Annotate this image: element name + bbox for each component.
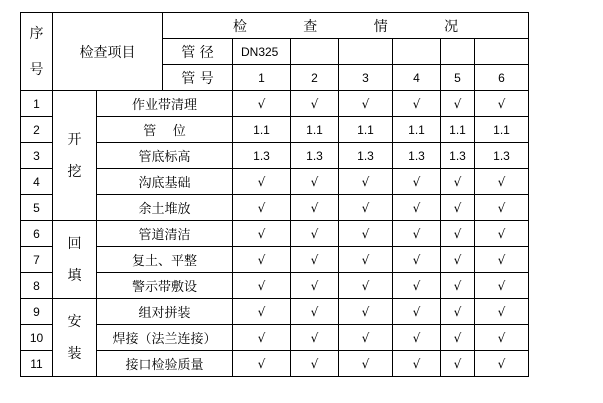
check-mark: √	[339, 169, 393, 195]
table-row	[21, 325, 529, 351]
check-mark: √	[339, 325, 393, 351]
check-mark: √	[393, 221, 441, 247]
table-body	[21, 91, 529, 377]
measure-value: 1.3	[291, 143, 339, 169]
check-mark: √	[291, 91, 339, 117]
item-header: 检查项目	[53, 13, 163, 91]
group-char: 回	[67, 235, 82, 252]
inspection-header: 检 查 情 况	[163, 13, 529, 39]
check-item: 余土堆放	[97, 195, 233, 221]
check-mark: √	[291, 195, 339, 221]
check-mark: √	[475, 195, 529, 221]
row-number: 9	[21, 299, 53, 325]
group-label	[53, 299, 97, 377]
check-mark: √	[475, 221, 529, 247]
check-mark: √	[233, 221, 291, 247]
check-mark: √	[475, 325, 529, 351]
check-mark: √	[475, 299, 529, 325]
row-number: 4	[21, 169, 53, 195]
measure-value: 1.1	[233, 117, 291, 143]
measure-value: 1.3	[393, 143, 441, 169]
measure-value: 1.3	[475, 143, 529, 169]
check-mark: √	[475, 91, 529, 117]
check-mark: √	[393, 169, 441, 195]
check-item: 组对拼装	[97, 299, 233, 325]
pipe-no: 1	[233, 65, 291, 91]
check-mark: √	[233, 169, 291, 195]
table-row	[21, 195, 529, 221]
pipe-diameter-empty	[441, 39, 475, 65]
check-mark: √	[475, 169, 529, 195]
check-mark: √	[233, 91, 291, 117]
check-item: 复土、平整	[97, 247, 233, 273]
check-mark: √	[291, 273, 339, 299]
check-mark: √	[441, 273, 475, 299]
row-number: 7	[21, 247, 53, 273]
pipe-no: 5	[441, 65, 475, 91]
measure-value: 1.3	[233, 143, 291, 169]
table-row	[21, 91, 529, 117]
pipe-no-label: 管 号	[163, 65, 233, 91]
check-mark: √	[441, 221, 475, 247]
check-mark: √	[339, 221, 393, 247]
row-number: 5	[21, 195, 53, 221]
header-row-1	[21, 13, 529, 39]
pipe-diameter-empty	[339, 39, 393, 65]
group-char: 挖	[67, 163, 82, 180]
row-number: 10	[21, 325, 53, 351]
pipe-no: 2	[291, 65, 339, 91]
pipe-diameter-label: 管 径	[163, 39, 233, 65]
table-row	[21, 221, 529, 247]
check-mark: √	[441, 351, 475, 377]
group-char: 安	[67, 313, 82, 330]
row-number: 2	[21, 117, 53, 143]
check-mark: √	[393, 273, 441, 299]
check-item: 作业带清理	[97, 91, 233, 117]
check-mark: √	[233, 299, 291, 325]
check-mark: √	[339, 351, 393, 377]
measure-value: 1.1	[475, 117, 529, 143]
pipe-diameter-value: DN325	[233, 39, 291, 65]
measure-value: 1.1	[291, 117, 339, 143]
check-mark: √	[441, 325, 475, 351]
table-row	[21, 169, 529, 195]
check-item: 管道清洁	[97, 221, 233, 247]
table-row	[21, 273, 529, 299]
check-item: 沟底基础	[97, 169, 233, 195]
check-mark: √	[475, 351, 529, 377]
check-mark: √	[233, 325, 291, 351]
table-row	[21, 143, 529, 169]
measure-value: 1.1	[441, 117, 475, 143]
check-mark: √	[339, 299, 393, 325]
check-mark: √	[291, 247, 339, 273]
measure-value: 1.3	[339, 143, 393, 169]
table-row	[21, 117, 529, 143]
check-mark: √	[393, 91, 441, 117]
check-mark: √	[233, 273, 291, 299]
row-number: 8	[21, 273, 53, 299]
check-mark: √	[233, 195, 291, 221]
check-mark: √	[339, 195, 393, 221]
check-mark: √	[393, 247, 441, 273]
row-number: 6	[21, 221, 53, 247]
seq-header: 序 号	[21, 13, 53, 91]
check-mark: √	[291, 351, 339, 377]
row-number: 1	[21, 91, 53, 117]
check-mark: √	[441, 169, 475, 195]
check-mark: √	[339, 247, 393, 273]
check-mark: √	[291, 221, 339, 247]
check-mark: √	[441, 299, 475, 325]
row-number: 11	[21, 351, 53, 377]
group-char: 装	[67, 345, 82, 362]
pipe-no: 6	[475, 65, 529, 91]
check-mark: √	[291, 169, 339, 195]
check-mark: √	[441, 195, 475, 221]
check-mark: √	[475, 247, 529, 273]
check-mark: √	[393, 325, 441, 351]
group-char: 填	[67, 267, 82, 284]
check-mark: √	[291, 299, 339, 325]
pipe-diameter-empty	[393, 39, 441, 65]
check-item: 管 位	[97, 117, 233, 143]
measure-value: 1.1	[339, 117, 393, 143]
pipe-no: 3	[339, 65, 393, 91]
check-mark: √	[291, 325, 339, 351]
check-mark: √	[393, 195, 441, 221]
table-row	[21, 351, 529, 377]
check-mark: √	[441, 91, 475, 117]
check-item: 焊接（法兰连接）	[97, 325, 233, 351]
check-item: 接口检验质量	[97, 351, 233, 377]
check-mark: √	[441, 247, 475, 273]
check-mark: √	[339, 91, 393, 117]
check-mark: √	[233, 247, 291, 273]
group-label	[53, 91, 97, 221]
inspection-table	[20, 12, 529, 377]
group-char: 开	[67, 131, 82, 148]
check-mark: √	[393, 299, 441, 325]
check-mark: √	[475, 273, 529, 299]
pipe-no: 4	[393, 65, 441, 91]
check-mark: √	[339, 273, 393, 299]
check-item: 警示带敷设	[97, 273, 233, 299]
pipe-diameter-empty	[475, 39, 529, 65]
measure-value: 1.3	[441, 143, 475, 169]
group-label	[53, 221, 97, 299]
check-mark: √	[393, 351, 441, 377]
table-row	[21, 247, 529, 273]
check-mark: √	[233, 351, 291, 377]
measure-value: 1.1	[393, 117, 441, 143]
row-number: 3	[21, 143, 53, 169]
check-item: 管底标高	[97, 143, 233, 169]
table-row	[21, 299, 529, 325]
pipe-diameter-empty	[291, 39, 339, 65]
